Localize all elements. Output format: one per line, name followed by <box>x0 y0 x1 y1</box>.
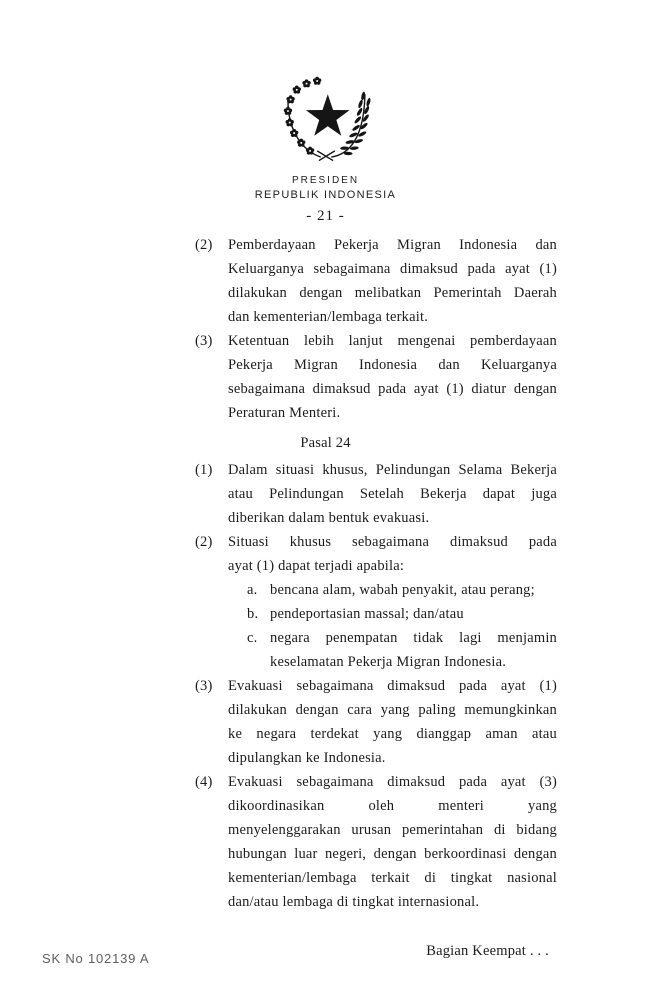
document-body <box>195 233 557 963</box>
clause-text <box>228 329 557 425</box>
clause-item <box>195 770 557 914</box>
rice-branch-icon <box>340 91 371 155</box>
subitem-letter: b. <box>247 606 259 622</box>
subitem-text <box>270 578 557 602</box>
text-line: dikoordinasikan oleh menteri yang <box>228 798 557 814</box>
text-line: kementerian/lembaga terkait di tingkat nasional <box>228 870 557 886</box>
text-line: Ketentuan lebih lanjut mengenai pemberdayaan <box>228 333 557 349</box>
text-line: Evakuasi sebagaimana dimaksud pada ayat (3) <box>228 774 557 790</box>
text-line: bencana alam, wabah penyakit, atau perang; <box>270 582 535 598</box>
text-line: Pekerja Migran Indonesia dan Keluarganya <box>228 357 557 373</box>
clause-item <box>195 458 557 530</box>
clause-text <box>228 770 557 914</box>
subitem-text <box>270 602 557 626</box>
text-line: dan kementerian/lembaga terkait. <box>228 309 429 325</box>
text-line: Situasi khusus sebagaimana dimaksud pada <box>228 534 557 550</box>
text-line: Dalam situasi khusus, Pelindungan Selama Bekerja <box>228 462 557 478</box>
clause-number: (2) <box>195 534 213 550</box>
clause-item <box>195 674 557 770</box>
clause-text <box>228 674 557 770</box>
text-line: atau Pelindungan Setelah Bekerja dapat juga <box>228 486 557 502</box>
sk-number: SK No 102139 A <box>42 951 150 966</box>
text-line: ke negara terdekat yang dianggap aman atau <box>228 726 557 742</box>
subitem-letter: a. <box>247 582 258 598</box>
text-line: diberikan dalam bentuk evakuasi. <box>228 510 430 526</box>
clause-item <box>195 530 557 674</box>
clause-subitem <box>247 626 557 674</box>
clause-item <box>195 233 557 329</box>
text-line: dipulangkan ke Indonesia. <box>228 750 386 766</box>
clause-number: (4) <box>195 774 213 790</box>
text-line: ayat (1) dapat terjadi apabila: <box>228 558 405 574</box>
text-line: sebagaimana dimaksud pada ayat (1) diatur dengan <box>228 381 557 397</box>
subitem-letter: c. <box>247 630 258 646</box>
clause-subitem <box>247 602 557 626</box>
text-line: pendeportasian massal; dan/atau <box>270 606 464 622</box>
clause-item <box>195 329 557 425</box>
continuation-note: Bagian Keempat . . . <box>426 943 549 959</box>
text-line: menyelenggarakan urusan pemerintahan di bidang <box>228 822 557 838</box>
section-heading: Pasal 24 <box>300 435 351 451</box>
letterhead-presiden: PRESIDEN <box>291 175 360 186</box>
presidential-emblem-icon <box>280 72 372 166</box>
text-line: negara penempatan tidak lagi menjamin <box>270 630 557 646</box>
text-line: keselamatan Pekerja Migran Indonesia. <box>270 654 507 670</box>
text-line: Peraturan Menteri. <box>228 405 341 421</box>
letterhead-republik-indonesia: REPUBLIK INDONESIA <box>254 189 397 201</box>
text-line: dilakukan dengan melibatkan Pemerintah Daerah <box>228 285 557 301</box>
clause-number: (3) <box>195 333 213 349</box>
clause-number: (3) <box>195 678 213 694</box>
text-line: dilakukan dengan cara yang paling memungkinkan <box>228 702 557 718</box>
clause-text <box>228 458 557 530</box>
text-line: hubungan luar negeri, dengan berkoordinasi dengan <box>228 846 557 862</box>
clause-subitem <box>247 578 557 602</box>
text-line: dan/atau lembaga di tingkat internasional. <box>228 894 480 910</box>
text-line: Evakuasi sebagaimana dimaksud pada ayat (1) <box>228 678 557 694</box>
clause-number: (1) <box>195 462 213 478</box>
text-line: Pemberdayaan Pekerja Migran Indonesia dan <box>228 237 557 253</box>
clause-text <box>228 233 557 329</box>
text-line: Keluarganya sebagaimana dimaksud pada ayat (1) <box>228 261 557 277</box>
page-number: - 21 - <box>306 208 345 224</box>
star-icon <box>305 94 349 136</box>
clause-number: (2) <box>195 237 213 253</box>
subitem-text <box>270 626 557 674</box>
clause-text <box>228 530 557 674</box>
